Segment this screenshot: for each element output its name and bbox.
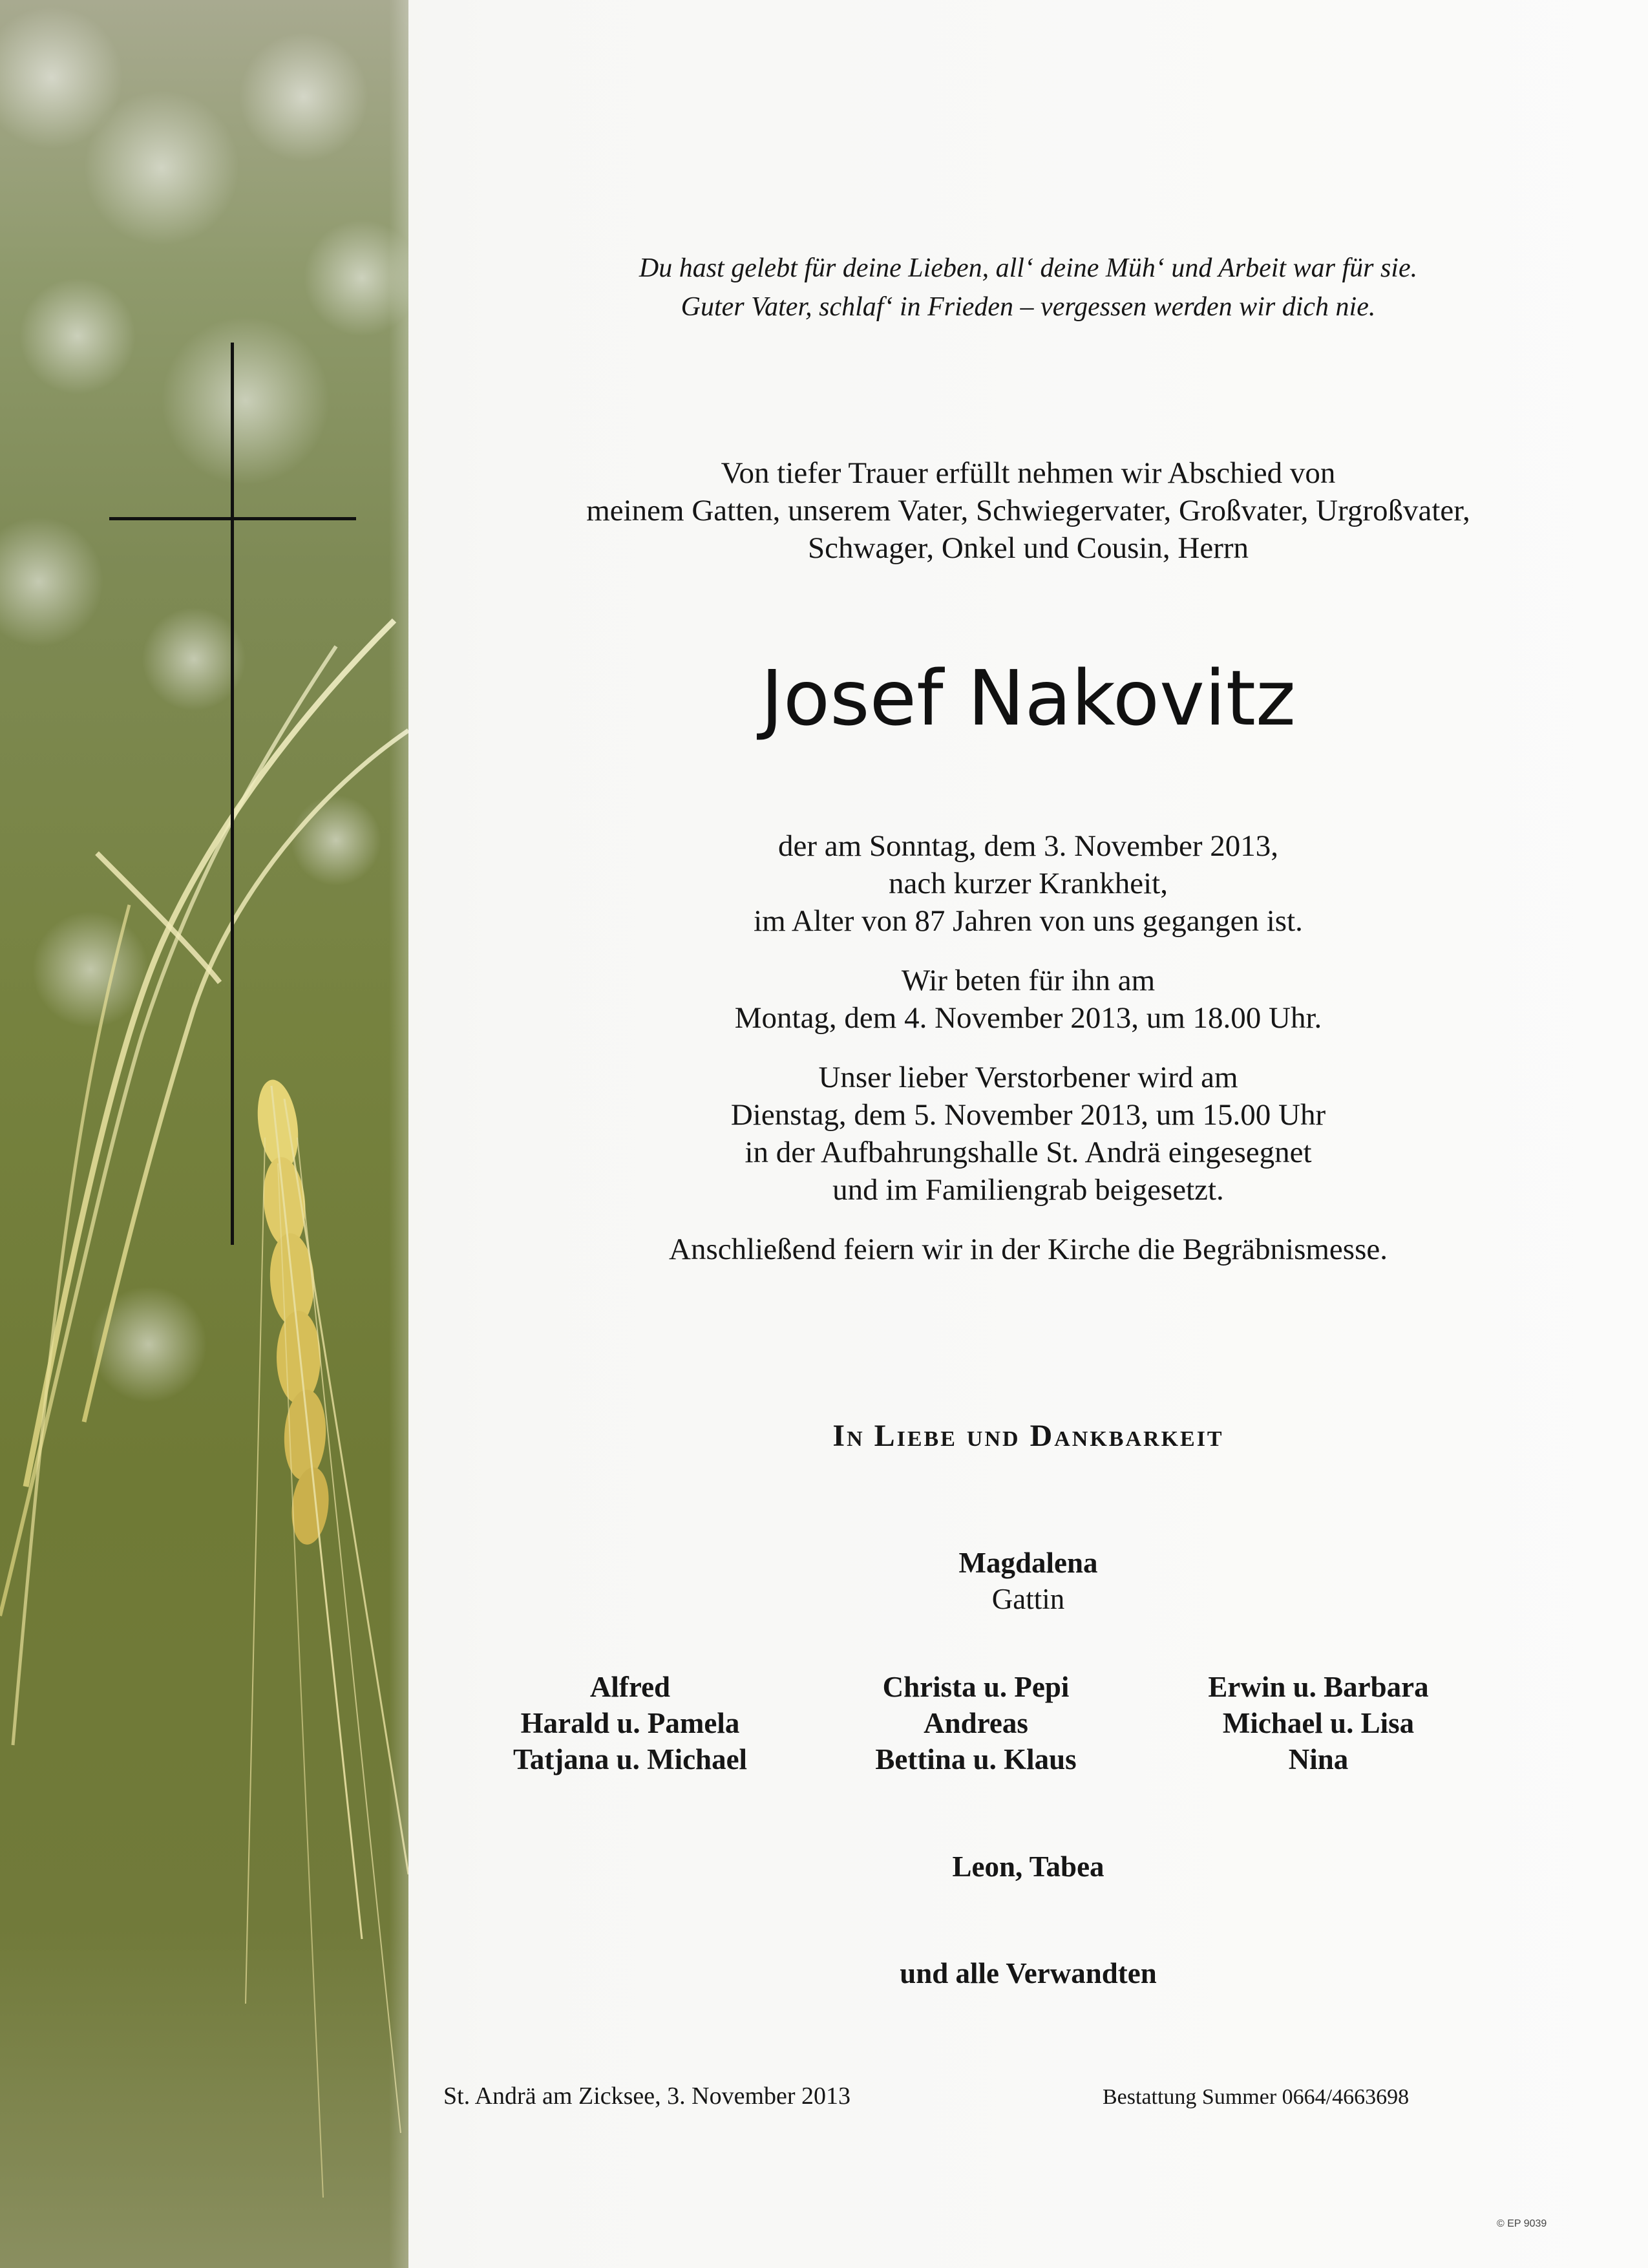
widow-role: Gattin [991,1583,1065,1615]
mourner-name: Alfred [589,1671,671,1703]
mourner-name: Christa u. Pepi [882,1671,1070,1703]
detail-line: Wir beten für ihn am [901,964,1156,997]
funeral-notice [408,1059,1648,1209]
detail-line: Unser lieber Verstorbener wird am [818,1061,1238,1094]
deceased-name: Josef Nakovitz [761,653,1296,743]
farewell-intro [408,454,1648,567]
mourner-name: Michael u. Lisa [1222,1707,1415,1739]
mass-notice [408,1231,1648,1268]
thanks-heading: In Liebe und Dankbarkeit [832,1419,1224,1453]
wheat-photo-panel [0,0,408,2268]
undertaker-contact: Bestattung Summer 0664/4663698 [1103,2085,1410,2109]
detail-line: Anschließend feiern wir in der Kirche die Begräbnismesse. [669,1233,1388,1266]
widow-entry [408,1545,1648,1617]
detail-line: der am Sonntag, dem 3. November 2013, [777,829,1279,863]
mourner-name: Bettina u. Klaus [875,1743,1077,1775]
detail-line: Montag, dem 4. November 2013, um 18.00 Uhr. [734,1001,1322,1035]
prayer-notice [408,962,1648,1037]
detail-line: Dienstag, dem 5. November 2013, um 15.00 Uhr [730,1098,1326,1132]
memorial-verse [408,249,1648,326]
intro-line: meinem Gatten, unserem Vater, Schwiegervater, Großvater, Urgroßvater, [586,494,1470,527]
wheat-ear-illustration [0,0,408,2268]
family-column-3 [1112,1669,1525,1777]
cross-horizontal-bar [109,517,356,520]
intro-line: Schwager, Onkel und Cousin, Herrn [807,531,1249,565]
print-code: © EP 9039 [1497,2218,1547,2229]
detail-line: und im Familiengrab beigesetzt. [832,1173,1224,1207]
mourner-name: Andreas [924,1707,1028,1739]
detail-line: in der Aufbahrungshalle St. Andrä eingesegnet [745,1136,1312,1169]
verse-line: Guter Vater, schlaf‘ in Frieden – vergessen werden wir dich nie. [681,292,1376,322]
mourner-name: Harald u. Pamela [520,1707,740,1739]
verse-line: Du hast gelebt für deine Lieben, all‘ deine Müh‘ und Arbeit war für sie. [639,253,1418,283]
intro-line: Von tiefer Trauer erfüllt nehmen wir Abschied von [721,456,1336,490]
mourner-name: Tatjana u. Michael [512,1743,748,1775]
relatives-entry: und alle Verwandten [900,1957,1157,1989]
mourner-name: Nina [1288,1743,1349,1775]
panel-edge-shade [389,0,408,2268]
widow-name: Magdalena [958,1547,1098,1579]
detail-line: im Alter von 87 Jahren von uns gegangen ist. [754,904,1303,938]
obituary-details [408,827,1648,1290]
cross-vertical-bar [231,343,234,1245]
detail-line: nach kurzer Krankheit, [889,867,1168,900]
death-notice [408,827,1648,940]
grandchildren-entry: Leon, Tabea [952,1850,1104,1883]
place-and-date: St. Andrä am Zicksee, 3. November 2013 [443,2083,851,2110]
mourner-name: Erwin u. Barbara [1208,1671,1429,1703]
